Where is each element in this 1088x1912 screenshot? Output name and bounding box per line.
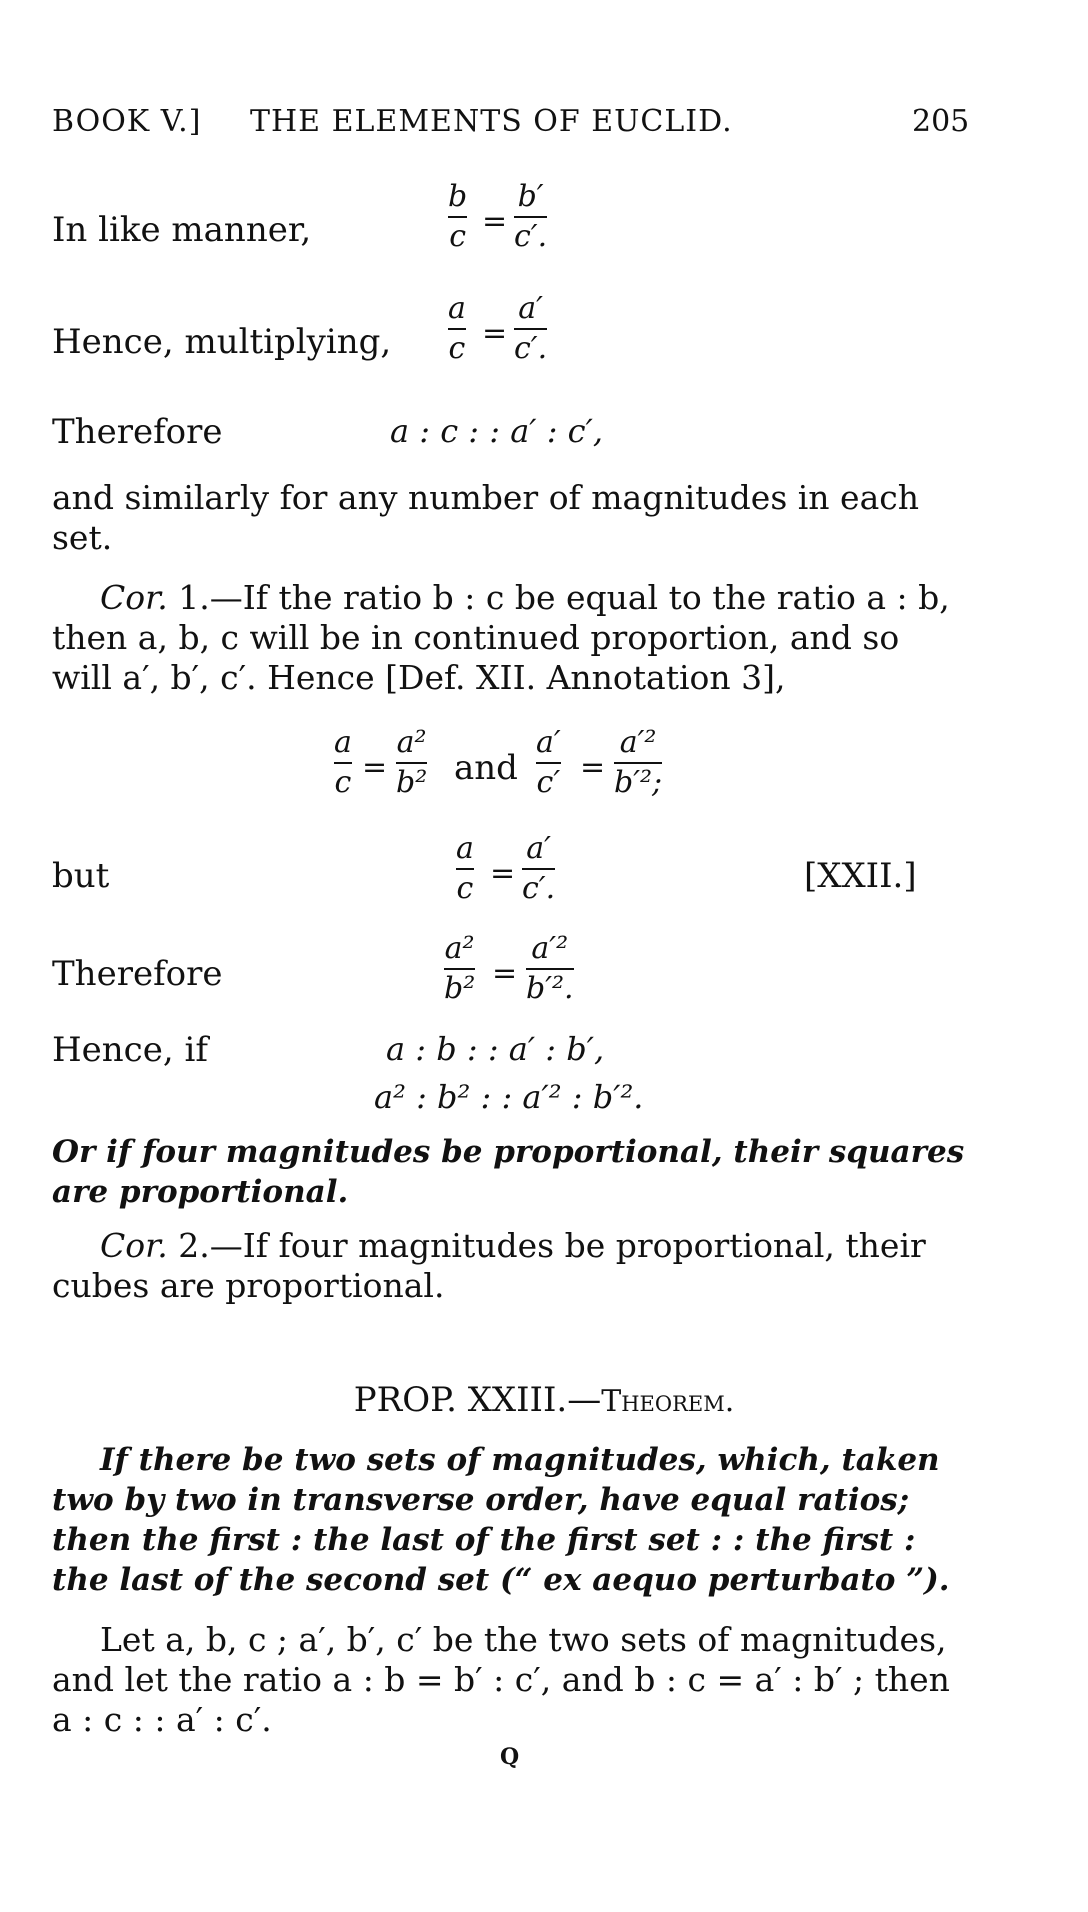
proposition-title-theorem: Theorem. (601, 1384, 735, 1419)
multiplying-label: Hence, multiplying, (52, 322, 392, 362)
running-head-book: BOOK V.] (52, 104, 202, 139)
therefore2-frac-left: a² b² (444, 931, 476, 1006)
proposition-proof: Let a, b, c ; a′, b′, c′ be the two sets of magnitudes, and let the ratio a : b = b′ : c′, and b : c = a′ : b′ ; then a : c : : a′ : c′. (52, 1620, 950, 1739)
corollary-1-paragraph (52, 578, 966, 698)
therefore-label-2: Therefore (52, 954, 223, 994)
multiplying-frac-left: a c (448, 291, 466, 366)
equals-sign: = (362, 750, 388, 785)
cor1-frac-4: a′² b′²; (614, 725, 663, 800)
like-manner-frac-left: b c (448, 179, 468, 254)
like-manner-frac-right: b′ c′. (514, 179, 548, 254)
running-head-title: THE ELEMENTS OF EUCLID. (250, 104, 733, 139)
proposition-statement: If there be two sets of magnitudes, which, taken two by two in transverse order, have equal ratios; then the first : the last of the first set : : the first : the last of the second set (“ ex aequo perturbato ”). (52, 1442, 950, 1598)
cor1-frac-2: a² b² (396, 725, 428, 800)
proposition-title-main: PROP. XXIII.— (353, 1380, 602, 1420)
corollary-1-conclusion: Or if four magnitudes be proportional, their squares are proportional. (52, 1134, 965, 1210)
equals-sign: = (482, 204, 508, 239)
equals-sign: = (580, 750, 606, 785)
equals-sign: = (492, 956, 518, 991)
but-frac-right: a′ c′. (522, 831, 556, 906)
but-label: but (52, 856, 110, 896)
corollary-2-paragraph (52, 1226, 966, 1306)
therefore2-frac-right: a′² b′². (526, 931, 574, 1006)
similarly-paragraph: and similarly for any number of magnitudes in each set. (52, 478, 919, 557)
proposition-reference: [XXII.] (804, 856, 917, 896)
and-word: and (454, 748, 518, 788)
equals-sign: = (490, 856, 516, 891)
equals-sign: = (482, 316, 508, 351)
hence-if-proportion-1: a : b : : a′ : b′, (386, 1030, 605, 1068)
corollary-1-text: 1.—If the ratio b : c be equal to the ratio a : b, then a, b, c will be in continued proportion, and so will a′, b′, c′. Hence [Def. XII. Annotation 3], (52, 578, 950, 697)
therefore-label: Therefore (52, 412, 223, 452)
corollary-2-heading: Cor. (100, 1226, 168, 1265)
hence-if-label: Hence, if (52, 1030, 208, 1070)
corollary-2-text: 2.—If four magnitudes be proportional, their cubes are proportional. (52, 1226, 926, 1305)
cor1-frac-3: a′ c′ (536, 725, 561, 800)
corollary-1-heading: Cor. (100, 578, 168, 617)
proposition-title (0, 1380, 1088, 1420)
signature-mark: Q (500, 1744, 520, 1770)
like-manner-label: In like manner, (52, 210, 312, 250)
cor1-frac-1: a c (334, 725, 352, 800)
hence-if-proportion-2: a² : b² : : a′² : b′². (374, 1078, 644, 1116)
multiplying-frac-right: a′ c′. (514, 291, 548, 366)
but-frac-left: a c (456, 831, 474, 906)
proportion-expression: a : c : : a′ : c′, (390, 412, 604, 450)
page-number: 205 (912, 104, 970, 139)
